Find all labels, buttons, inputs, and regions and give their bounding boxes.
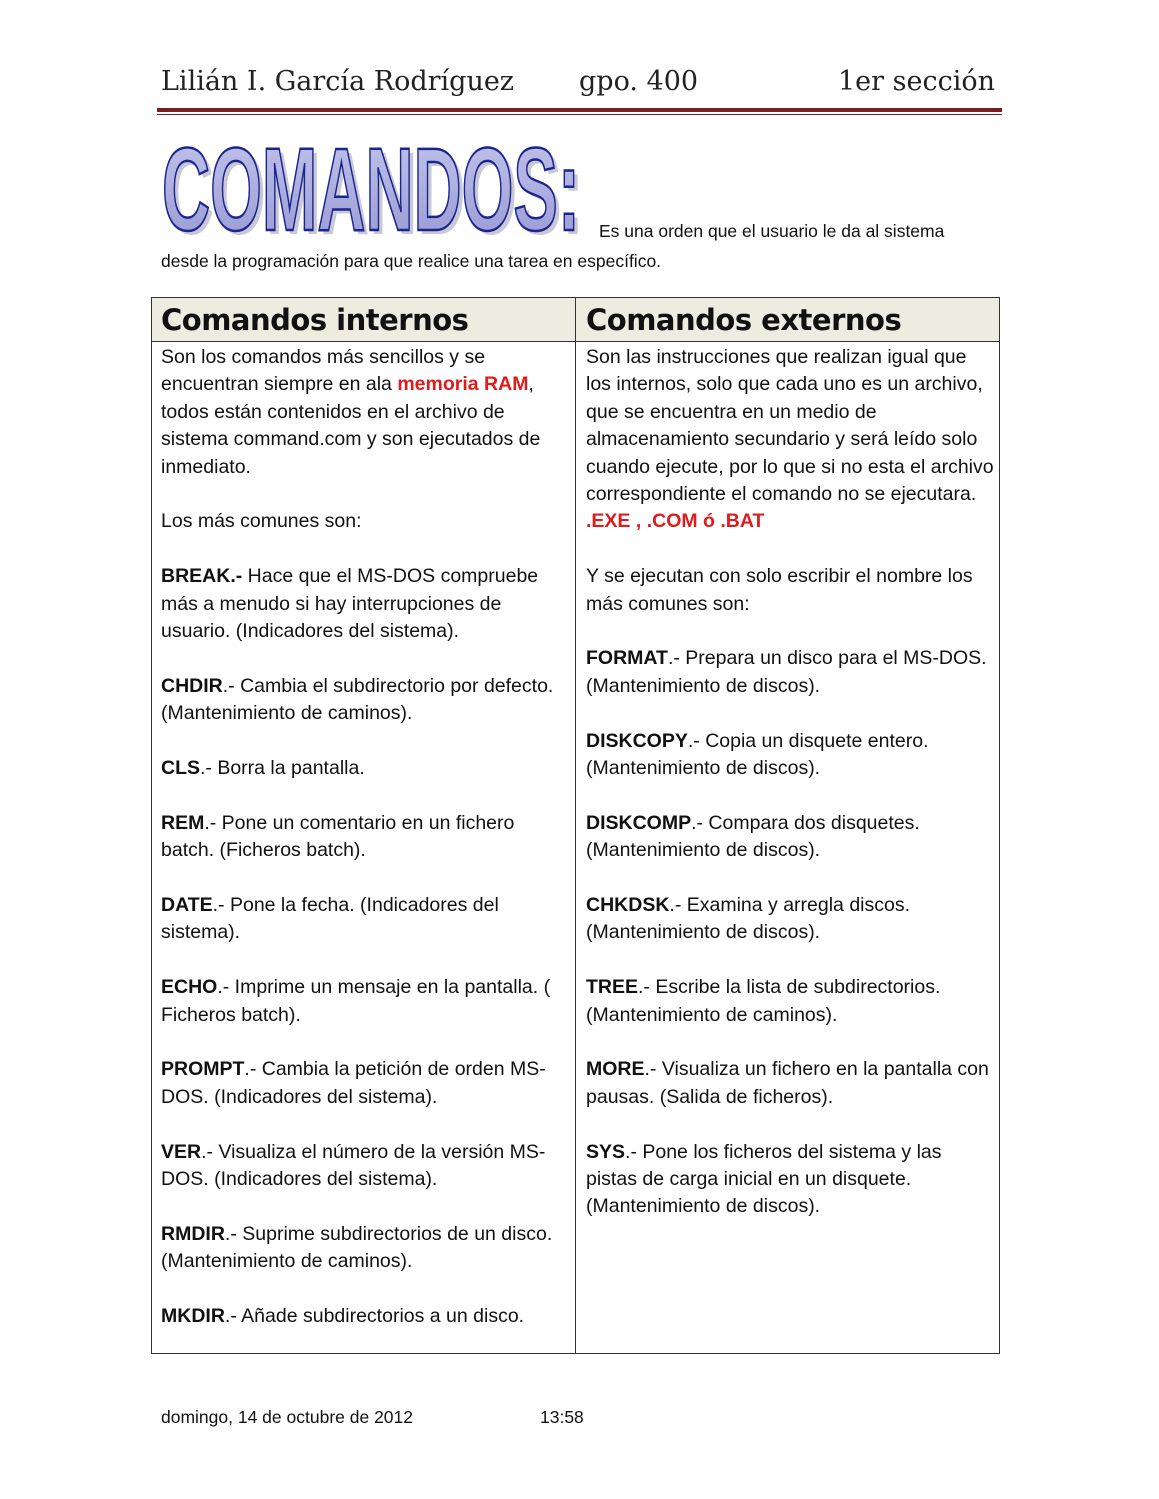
command-name: CLS [161, 757, 200, 780]
external-commands-column [586, 344, 996, 1221]
header-group: gpo. 400 [579, 66, 699, 97]
command-item [161, 755, 571, 782]
table-header-external: Comandos externos [586, 303, 902, 337]
command-desc: .- Copia un disquete entero. (Mantenimiento de discos). [586, 729, 929, 780]
command-item [161, 1303, 571, 1330]
command-item [161, 563, 571, 645]
command-name: BREAK.- [161, 565, 243, 588]
command-desc: .- Añade subdirectorios a un disco. [224, 1305, 525, 1328]
command-name: DATE [161, 894, 213, 917]
command-item [586, 1139, 996, 1221]
command-item [586, 1056, 996, 1111]
command-name: REM [161, 811, 205, 834]
internal-intro [161, 344, 571, 481]
command-desc: .- Visualiza el número de la versión MS-DOS. (Indicadores del sistema). [161, 1140, 546, 1191]
command-desc: .- Pone la fecha. (Indicadores del sistema). [161, 894, 499, 944]
memoria-ram-highlight: memoria RAM [397, 373, 529, 396]
header-rule-thin [157, 114, 1002, 115]
external-common-label: Y se ejecutan con solo escribir el nombre los más comunes son: [586, 565, 973, 615]
command-name: SYS [586, 1140, 626, 1163]
title-wordart [160, 130, 592, 250]
table-column-divider [575, 298, 576, 1353]
header-author-name: Lilián I. García Rodríguez [161, 66, 515, 97]
command-name: MKDIR [161, 1305, 225, 1328]
command-desc: .- Cambia la petición de orden MS-DOS. (Indicadores del sistema). [161, 1058, 546, 1108]
command-item [586, 892, 996, 947]
file-extensions: .EXE , .COM ó .BAT [586, 510, 765, 533]
command-name: TREE [586, 976, 639, 999]
command-item [161, 810, 571, 865]
command-name: DISKCOPY [586, 729, 688, 752]
external-intro: Son las instrucciones que realizan igual que los internos, solo que cada uno es un archivo, que se encuentra en un medio de almacenamiento secundario y será leído solo cuando ejecute, por lo que si no esta el archivo correspondiente el comando no se ejecutara. [586, 346, 994, 506]
table-header-internal: Comandos internos [161, 303, 469, 337]
command-name: CHKDSK [586, 894, 670, 917]
page-header [161, 66, 1001, 106]
footer-time: 13:58 [540, 1407, 584, 1427]
header-section: 1er sección [837, 66, 995, 97]
internal-intro-text: Son los comandos más sencillos y se encuentran siempre en ala [161, 346, 486, 396]
footer-date: domingo, 14 de octubre de 2012 [161, 1407, 413, 1427]
title-wordart-shadow: COMANDOS: [166, 130, 584, 250]
command-name: FORMAT [586, 647, 668, 670]
command-name: CHDIR [161, 674, 223, 697]
command-name: MORE [586, 1058, 645, 1081]
command-desc: .- Pone un comentario en un fichero batch. (Ficheros batch). [161, 811, 515, 862]
command-item [161, 673, 571, 728]
command-desc: .- Compara dos disquetes. (Mantenimiento de discos). [586, 811, 920, 862]
command-desc: .- Borra la pantalla. [200, 757, 365, 780]
command-desc: .- Examina y arregla discos. (Mantenimiento de discos). [586, 894, 911, 944]
command-name: VER [161, 1140, 202, 1163]
command-item [586, 645, 996, 700]
command-item [586, 974, 996, 1029]
command-desc: .- Cambia el subdirectorio por defecto. (Mantenimiento de caminos). [161, 674, 554, 725]
intro-line-2: desde la programación para que realice una tarea en específico. [161, 251, 662, 271]
command-desc: .- Imprime un mensaje en la pantalla. ( Ficheros batch). [161, 976, 551, 1026]
command-item [161, 1056, 571, 1111]
command-desc: Hace que el MS-DOS compruebe más a menudo si hay interrupciones de usuario. (Indicadores del sistema). [161, 565, 539, 643]
command-name: RMDIR [161, 1222, 225, 1245]
command-desc: .- Escribe la lista de subdirectorios. (Mantenimiento de caminos). [586, 976, 941, 1026]
commands-table [151, 297, 1000, 1354]
command-name: DISKCOMP [586, 811, 692, 834]
command-desc: .- Pone los ficheros del sistema y las pistas de carga inicial en un disquete. (Mantenimiento de discos). [586, 1140, 942, 1218]
header-rule-thick [157, 108, 1002, 112]
command-item [586, 728, 996, 783]
internal-common-label: Los más comunes son: [161, 510, 362, 533]
command-desc: .- Suprime subdirectorios de un disco. (Mantenimiento de caminos). [161, 1222, 553, 1273]
command-item [161, 1221, 571, 1276]
internal-commands-column [161, 344, 571, 1330]
command-desc: .- Prepara un disco para el MS-DOS. (Mantenimiento de discos). [586, 647, 987, 697]
command-item [161, 974, 571, 1029]
command-name: ECHO [161, 976, 218, 999]
command-desc: .- Visualiza un fichero en la pantalla con pausas. (Salida de ficheros). [586, 1058, 989, 1108]
command-name: PROMPT [161, 1058, 245, 1081]
command-item [586, 810, 996, 865]
command-item [161, 1139, 571, 1194]
intro-line-1: Es una orden que el usuario le da al sistema [599, 221, 945, 241]
title-wordart-text: COMANDOS: [162, 130, 580, 250]
command-item [161, 892, 571, 947]
internal-intro-text-end: , todos están contenidos en el archivo de sistema command.com y son ejecutados de inmediato. [161, 373, 541, 478]
